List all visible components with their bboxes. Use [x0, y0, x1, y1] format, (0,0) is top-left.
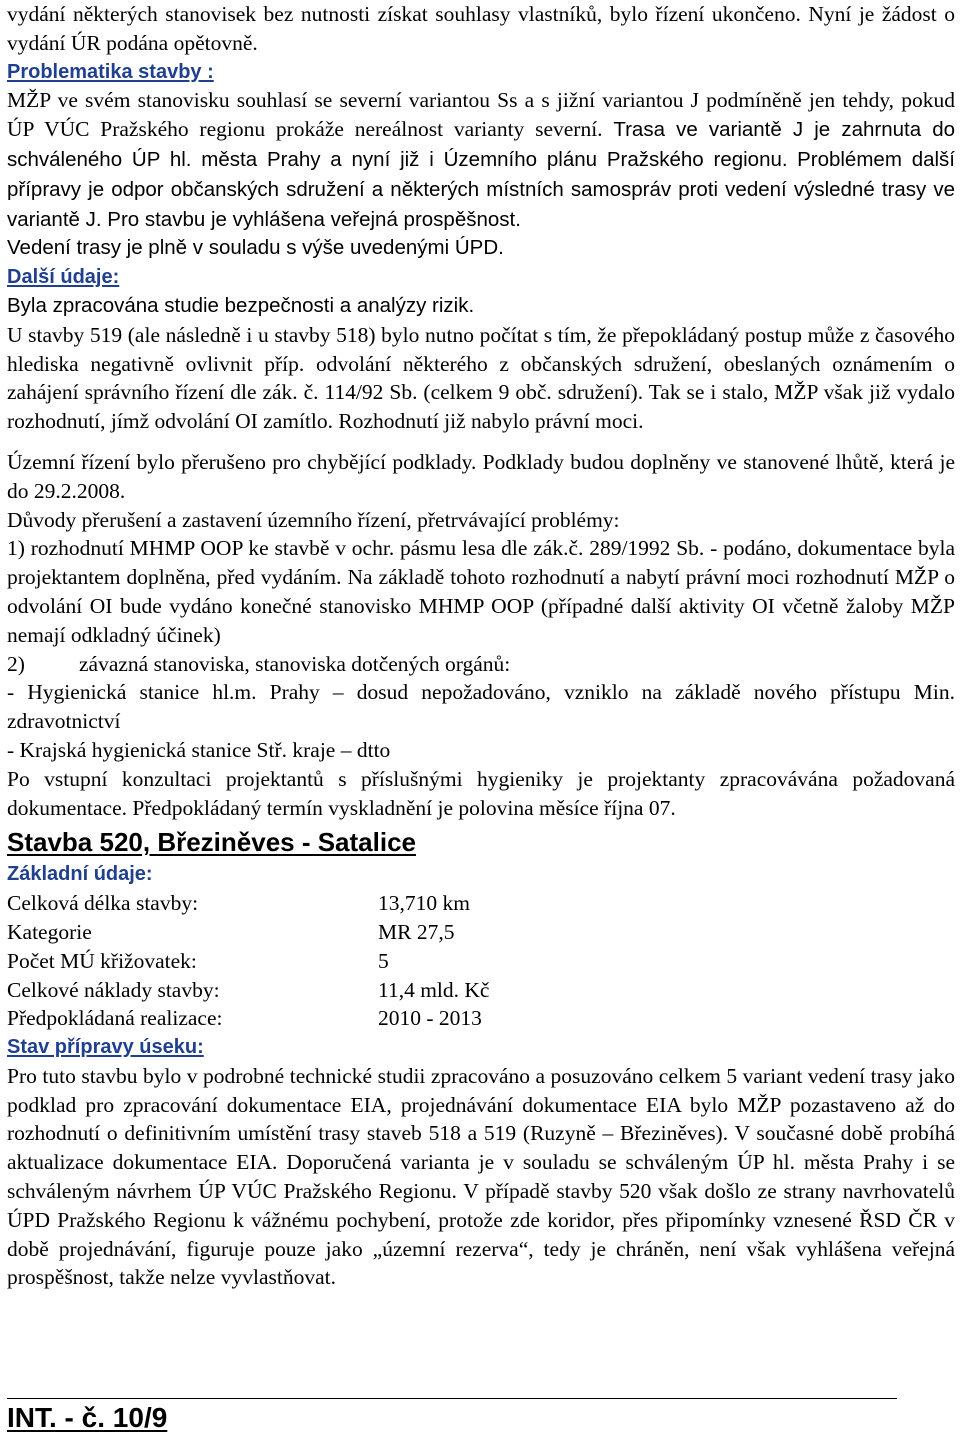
fact-label: Celková délka stavby: [7, 891, 199, 916]
fact-value: 11,4 mld. Kč [378, 977, 490, 1002]
problematika-heading: Problematika stavby : [7, 60, 214, 83]
fact-value: 5 [378, 948, 389, 973]
document-page [7, 0, 955, 1292]
problematika-sentence-3: Problémem další přípravy je odpor občanských sdružení a některých místních samospráv proti vedení výsledné trasy ve variantě J. Pro stavbu je vyhlášena veřejná prospěšnost. [7, 147, 956, 231]
intro-paragraph: vydání některých stanovisek bez nutnosti získat souhlasy vlastníků, bylo řízení ukončeno. Nyní je žádost o vydání ÚR podána opětovně. [7, 2, 955, 55]
fact-row [7, 976, 955, 1005]
fact-row [7, 1004, 955, 1033]
problematika-text [7, 86, 955, 234]
uzemni-rizeni-paragraph-1: Územní řízení bylo přerušeno pro chybějící podklady. Podklady budou doplněny ve stanovené lhůtě, která je do 29.2.2008. [7, 449, 955, 503]
problematika-section [7, 58, 955, 264]
fact-row [7, 947, 955, 976]
problematika-sentence-1: MŽP ve svém stanovisku souhlasí se severní variantou Ss a s jižní variantou J podmíněně jen tehdy, pokud ÚP VÚC Pražského regionu prokáže nereálnost varianty severní. [7, 88, 955, 142]
stavba-title: Stavba 520, Březiněves - Satalice [7, 827, 417, 858]
duvody-item-2-number: 2) [7, 651, 25, 676]
dalsi-udaje-section [7, 263, 955, 436]
uzemni-rizeni-section [7, 448, 955, 822]
facts-list [7, 889, 955, 1033]
spacer [7, 436, 955, 448]
page-footer-label: INT. - č. 10/9 [7, 1402, 168, 1433]
duvody-item-2-text: závazná stanoviska, stanoviska dotčených orgánů: [79, 651, 511, 676]
duvody-item-2b: - Krajská hygienická stanice Stř. kraje – dtto [7, 737, 391, 762]
dalsi-udaje-heading: Další údaje: [7, 266, 120, 289]
duvody-item-1: 1) rozhodnutí MHMP OOP ke stavbě v ochr. pásmu lesa dle zák.č. 289/1992 Sb. - podáno, dokumentace byla projektantem doplněna, před vydáním. Na základě tohoto rozhodnutí a nabytí právní moci rozhodnutí MŽP o odvolání OI bude vydáno konečné stanovisko MHMP OOP (případné další aktivity OI včetně žaloby MŽP nemají odkladný účinek) [7, 536, 955, 647]
duvody-item-2a: - Hygienická stanice hl.m. Prahy – dosud nepožadováno, vzniklo na základě nového přístupu Min. zdravotnictví [7, 680, 955, 734]
problematika-sentence-4: Vedení trasy je plně v souladu s výše uvedenými ÚPD. [7, 236, 504, 260]
fact-value: 2010 - 2013 [378, 1006, 482, 1031]
stavba-section [7, 824, 955, 1292]
duvody-line: Důvody přerušení a zastavení územního řízení, přetrvávající problémy: [7, 507, 620, 532]
fact-row [7, 918, 955, 947]
fact-label: Kategorie [7, 919, 92, 944]
problematika-sentence-2: Trasa ve variantě J je zahrnuta do schváleného ÚP hl. města Prahy a nyní již i Územního plánu Pražského regionu. [7, 118, 956, 171]
stav-pripravy-paragraph: Pro tuto stavbu bylo v podrobné technické studii zpracováno a posuzováno celkem 5 variant vedení trasy jako podklad pro zpracování dokumentace EIA, projednávání dokumentace EIA bylo MŽP pozastaveno až do rozhodnutí o definitivním umístění trasy staveb 518 a 519 (Ruzyně – Březiněves). V současné době probíhá aktualizace dokumentace EIA. Doporučená varianta je v souladu se schváleným ÚP hl. města Prahy i se schváleným návrhem ÚP VÚC Pražského Regionu. V případě stavby 520 však došlo ze strany navrhovatelů ÚPD Pražského Regionu k vážnému pochybení, protože zde koridor, přes připomínky vznesené ŘSD ČR v době projednávání, figuruje pouze jako „územní rezerva“, tedy je chráněn, není však vyhlášena veřejná prospěšnost, takže nelze vyvlastňovat. [7, 1063, 955, 1290]
fact-row [7, 889, 955, 918]
fact-label: Předpokládaná realizace: [7, 1006, 223, 1031]
duvody-item-2 [7, 650, 955, 679]
dalsi-udaje-line-1: Byla zpracována studie bezpečnosti a analýzy rizik. [7, 293, 475, 317]
dalsi-udaje-paragraph: U stavby 519 (ale následně i u stavby 518) bylo nutno počítat s tím, že přepokládaný postup může z časového hlediska negativně ovlivnit příp. odvolání některého z občanských sdružení, obeslaných oznámením o zahájení správního řízení dle zák. č. 114/92 Sb. (celkem 9 obč. sdružení). Tak se i stalo, MŽP však již vydalo rozhodnutí, jímž odvolání OI zamítlo. Rozhodnutí již nabylo právní moci. [7, 322, 955, 434]
zakladni-udaje-heading: Základní údaje: [7, 863, 153, 886]
stav-pripravy-heading: Stav přípravy úseku: [7, 1036, 204, 1059]
fact-label: Počet MÚ křižovatek: [7, 948, 197, 973]
fact-value: 13,710 km [378, 891, 470, 916]
uzemni-rizeni-paragraph-2: Po vstupní konzultaci projektantů s příslušnými hygieniky je projektanty zpracovávána požadovaná dokumentace. Předpokládaný termín vyskladnění je polovina měsíce října 07. [7, 766, 955, 820]
fact-label: Celkové náklady stavby: [7, 977, 220, 1002]
fact-value: MR 27,5 [378, 919, 455, 944]
footer-rule [7, 1398, 897, 1399]
